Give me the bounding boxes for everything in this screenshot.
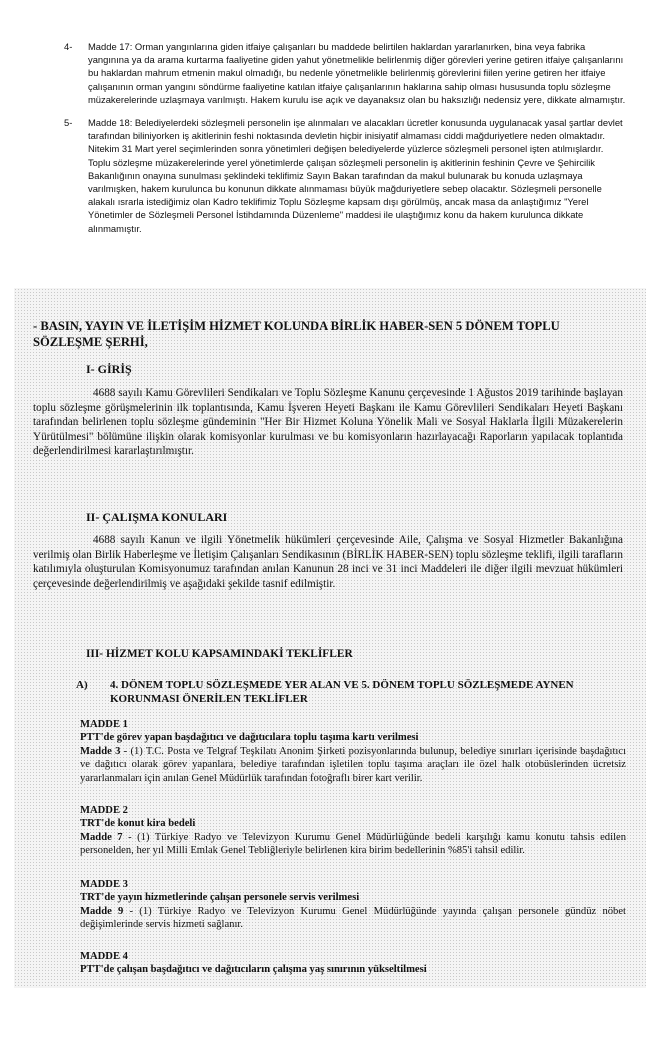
top-articles (64, 40, 626, 245)
calisma-heading: II- ÇALIŞMA KONULARI (86, 510, 228, 524)
madde-body (80, 831, 626, 858)
madde-body (80, 745, 626, 785)
madde-text: - (1) T.C. Posta ve Telgraf Teşkilatı Anonim Şirketi pozisyonlarında bulunup, belediye sınırları içerisinde başdağıtıcı ve dağıtıcı olarak görev yapanlara, belediye tarafından işletilen toplu taşıma araçları ile özel halk otobüslerinden ücretsiz yararlanmaları için anılan Genel Müdürlük tarafından fotoğraflı birer kart verilir. (80, 745, 627, 784)
sub-a-text: 4. DÖNEM TOPLU SÖZLEŞMEDE YER ALAN VE 5. DÖNEM TOPLU SÖZLEŞMEDE AYNEN KORUNMASI ÖNERİLEN TEKLİFLER (110, 679, 574, 705)
article-number: 5- (64, 117, 73, 129)
madde-block (80, 804, 626, 858)
article-item (64, 40, 626, 106)
madde-body (80, 905, 626, 932)
sub-a-label: A) (76, 679, 88, 691)
madde-lead: Madde 9 (80, 905, 124, 917)
giris-heading: I- GİRİŞ (86, 362, 132, 376)
article-item (64, 116, 626, 235)
madde-number: MADDE 3 (80, 879, 128, 890)
madde-title: TRT'de yayın hizmetlerinde çalışan personele servis verilmesi (80, 892, 360, 904)
madde-number: MADDE 2 (80, 805, 128, 816)
madde-title: PTT'de görev yapan başdağıtıcı ve dağıtıcılara toplu taşıma kartı verilmesi (80, 732, 419, 744)
giris-text: 4688 sayılı Kamu Görevlileri Sendikaları ve Toplu Sözleşme Kanunu çerçevesinde 1 Ağustos 2019 tarihinde başlayan toplu sözleşme görüşmelerinin ilk toplantısında, Kamu İşveren Heyeti Başkanı ile Kamu Görevlileri Sendikaları Heyeti Başkanı tarafından belirlenen toplu sözleşme gündeminin "Her Bir Hizmet Koluna Yönelik Mali ve Sosyal Haklarla İlgili Müzakerelerin Yürütülmesi" bölümüne ilişkin olarak komisyonlar kurulması ve bu komisyonların hazırlayacağı Raporların yapılacak toplantıda değerlendirilmesi kararlaştırılmıştır. (33, 387, 623, 458)
madde-text: - (1) Türkiye Radyo ve Televizyon Kurumu Genel Müdürlüğünde yayında çalışan personele gündüz nöbet değişimlerinde servis hizmeti sağlanır. (80, 905, 626, 931)
madde-title: TRT'de konut kira bedeli (80, 818, 196, 830)
madde-block (80, 950, 626, 977)
calisma-text: 4688 sayılı Kanun ve ilgili Yönetmelik hükümleri çerçevesinde Aile, Çalışma ve Sosyal Hizmetler Bakanlığına verilmiş olan Birlik Haberleşme ve İletişim Çalışanları Sendikasının (BİRLİK HABER-SEN) toplu sözleşme teklifi, ilgili tarafların katılımıyla oluşturulan Komisyonumuz tarafından anılan Kanunun 28 inci ve 31 inci Maddeleri ile diğer ilgili mevzuat hükümleri çerçevesinde değerlendirilmiş ve aşağıdaki şekilde tasnif edilmiştir. (33, 534, 623, 590)
madde-block (80, 878, 626, 932)
article-text: Madde 17: Orman yangınlarına giden itfaiye çalışanları bu maddede belirtilen haklardan yararlanırken, bina veya fabrika yangınına ya da arama kurtarma faaliyetine giden yahut yönetmelikle belirlenmiş diğer görevleri yerine getiren itfaiye çalışanlarını bu haklardan mahrum etmenin makul olmadığı, bu nedenle yönetmelikle belirlenmiş görevlerini fiilen yerine getiren her itfaiye çalışanının orman yangını söndürme faaliyetine katılan itfaiye çalışanlarının haklarına sahip olması hususunda toplu sözleşme müzakerelerinde uzlaşmaya varılmıştı. Hakem kurulu ise açık ve dayanaksız olan bu haksızlığı nedensiz yere, dikkate almamıştır. (88, 41, 626, 105)
madde-number: MADDE 4 (80, 951, 128, 962)
teklifler-heading: III- HİZMET KOLU KAPSAMINDAKİ TEKLİFLER (86, 648, 353, 660)
madde-text: - (1) Türkiye Radyo ve Televizyon Kurumu Genel Müdürlüğünde bedeli karşılığı kamu konutu tahsis edilen personelden, her yıl Milli Emlak Genel Tebliğleriyle belirlenen kira birim bedellerinin %85'i tahsil edilir. (80, 831, 626, 857)
madde-lead: Madde 3 (80, 745, 121, 757)
madde-title: PTT'de çalışan başdağıtıcı ve dağıtıcıların çalışma yaş sınırının yükseltilmesi (80, 964, 427, 976)
section-title: - BASIN, YAYIN VE İLETİŞİM HİZMET KOLUNDA BİRLİK HABER-SEN 5 DÖNEM TOPLU SÖZLEŞME ŞERHİ, (33, 319, 560, 349)
madde-lead: Madde 7 (80, 831, 123, 843)
giris-paragraph (33, 386, 623, 459)
madde-block (80, 718, 626, 785)
article-text: Madde 18: Belediyelerdeki sözleşmeli personelin işe alınmaları ve alacakları ücretler konusunda uygulanacak yasal şartlar devlet tarafından biliniyorken iş akitlerinin feshi noktasında devletin hiçbir inisiyatif almaması ciddi mağduriyetlere neden olmaktadır. Nitekim 31 Mart yerel seçimlerinden sonra yönetimleri değişen belediyelerde yüzlerce sözleşmeli personel işten atılmışlardır. Toplu sözleşme müzakerelerinde yerel yönetimlerde çalışan sözleşmeli personelin iş akitlerinin feshinin Çevre ve Şehircilik Bakanlığının onayına sunulması şeklindeki teklifimiz Sayın Bakan tarafından da makul bulunarak bu konuda uzlaşmaya varılmışken, hakem kurulunca bu konunun dikkate alınmaması büyük mağduriyetlere sebep olacaktır. Sözleşmeli personelle alakalı ısrarla istediğimiz olan Kadro teklifimiz Toplu Sözleşme kapsam dışı görülmüş, ancak masa da anlaştığımız "Yerel Yönetimler de Sözleşmeli Personel İstihdamında Düzenleme" maddesi ile ulaştığımız konu da hakem kurulunca dikkate alınmamıştır. (88, 117, 623, 234)
madde-number: MADDE 1 (80, 719, 128, 730)
article-number: 4- (64, 41, 73, 52)
calisma-paragraph (33, 533, 623, 591)
sub-a-heading (76, 679, 630, 706)
